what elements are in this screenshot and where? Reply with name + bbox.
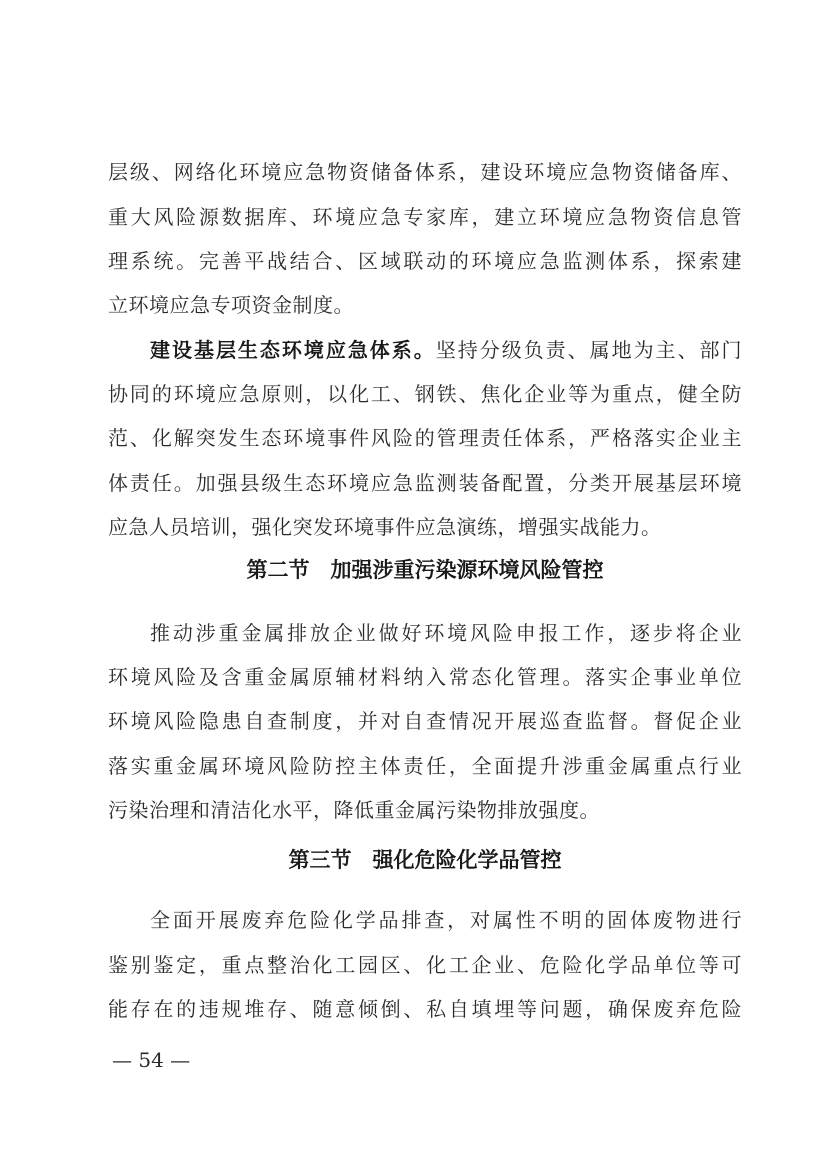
- text-line: 推动涉重金属排放企业做好环境风险申报工作，逐步将企业: [150, 621, 742, 645]
- text-span: 坚持分级负责、属地为主、部门: [435, 338, 742, 362]
- bold-lead-phrase: 建设基层生态环境应急体系。: [150, 338, 436, 362]
- text-line: 全面开展废弃危险化学品排查，对属性不明的固体废物进行: [150, 908, 742, 932]
- text-line: 落实重金属环境风险防控主体责任，全面提升涉重金属重点行业: [108, 754, 742, 778]
- page-number: — 54 —: [112, 1048, 191, 1072]
- text-line: 鉴别鉴定，重点整治化工园区、化工企业、危险化学品单位等可: [108, 953, 742, 977]
- text-line: [150, 335, 742, 365]
- section-heading-3: 第三节 强化危险化学品管控: [288, 847, 562, 872]
- text-line: 立环境应急专项资金制度。: [108, 293, 354, 317]
- text-line: 层级、网络化环境应急物资储备体系，建设环境应急物资储备库、: [108, 160, 742, 184]
- text-line: 协同的环境应急原则，以化工、钢铁、焦化企业等为重点，健全防: [108, 382, 742, 406]
- text-line: 污染治理和清洁化水平，降低重金属污染物排放强度。: [108, 798, 600, 822]
- text-line: 重大风险源数据库、环境应急专家库，建立环境应急物资信息管: [108, 205, 742, 229]
- text-line: 环境风险及含重金属原辅材料纳入常态化管理。落实企事业单位: [108, 665, 742, 689]
- section-heading-2: 第二节 加强涉重污染源环境风险管控: [246, 557, 604, 582]
- text-line: 范、化解突发生态环境事件风险的管理责任体系，严格落实企业主: [108, 426, 742, 450]
- text-line: 能存在的违规堆存、随意倾倒、私自填埋等问题，确保废弃危险: [108, 997, 742, 1021]
- text-line: 体责任。加强县级生态环境应急监测装备配置，分类开展基层环境: [108, 471, 742, 495]
- text-line: 环境风险隐患自查制度，并对自查情况开展巡查监督。督促企业: [108, 709, 742, 733]
- text-line: 理系统。完善平战结合、区域联动的环境应急监测体系，探索建: [108, 249, 742, 273]
- text-line: 应急人员培训，强化突发环境事件应急演练，增强实战能力。: [108, 515, 662, 539]
